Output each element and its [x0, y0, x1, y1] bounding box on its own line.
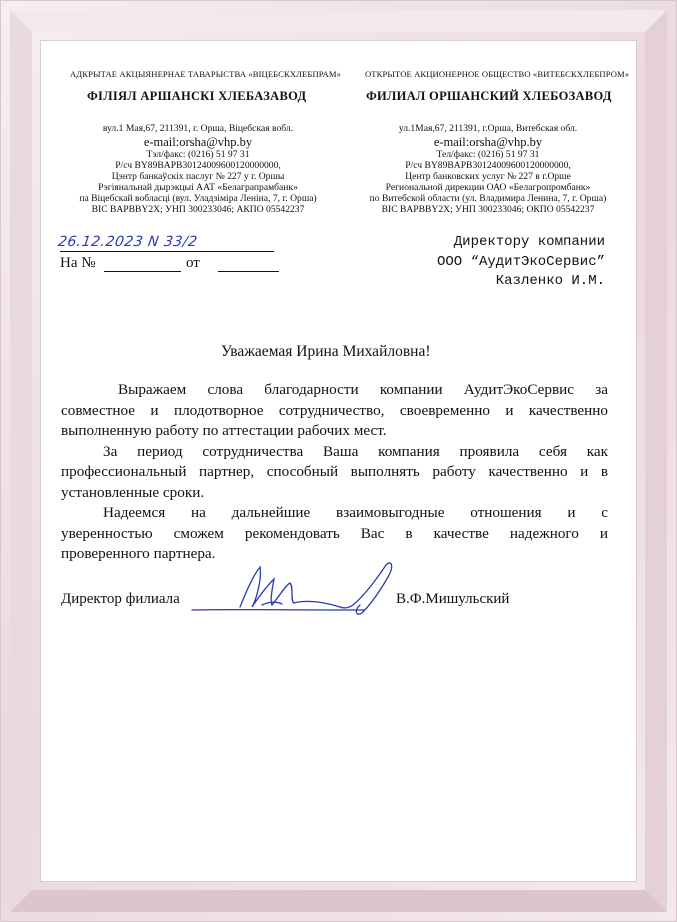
p1-line-3: выполненную работу по аттестации рабочих мест. — [61, 422, 387, 439]
p1-line-2: совместное и плодотворное сотрудничество, своевременно и качественно — [61, 401, 608, 419]
right-branch-title: ФИЛИАЛ ОРШАНСКИЙ ХЛЕБОЗАВОД — [366, 89, 612, 103]
p3-line-2: уверенностью сможем рекомендовать Вас в качестве надежного и — [61, 524, 608, 542]
p3-line-3: проверенного партнера. — [61, 545, 216, 562]
signature-name: В.Ф.Мишульский — [396, 591, 510, 607]
right-bank-3: по Витебской области (ул. Владимира Ленина, 7, г. Орша) — [369, 193, 607, 204]
left-phone: Тэл/факс: (0216) 51 97 31 — [146, 149, 250, 160]
right-codes: BIC BAPBBY2X; УНП 300233046; ОКПО 05542237 — [381, 204, 595, 215]
left-bank-3: па Віцебскай вобласці (вул. Уладзіміра Леніна, 7, г. Орша) — [79, 193, 317, 204]
p2-line-3: установленные сроки. — [61, 483, 205, 501]
addressee-block — [437, 233, 605, 292]
left-requisites — [62, 123, 334, 215]
handwritten-date-number: 26.12.2023 N 33/2 — [56, 234, 199, 250]
left-account: Р/сч BY89BAPB30124009600120000000, — [115, 160, 281, 171]
p2-line-1: За период сотрудничества Ваша компания проявила себя как — [103, 442, 608, 460]
right-requisites — [352, 123, 624, 215]
p2-line-2: профессиональный партнер, способный выполнять работу качественно и в — [61, 463, 608, 480]
right-email: e-mail:orsha@vhp.by — [433, 135, 543, 149]
p1-line-1: Выражаем слова благодарности компании АудитЭкоСервис за — [118, 381, 608, 398]
right-phone: Тел/факс: (0216) 51 97 31 — [436, 149, 540, 160]
left-codes: BIC BAPBBY2X; УНП 300233046; АКПО 05542237 — [91, 204, 305, 215]
left-email: e-mail:orsha@vhp.by — [143, 135, 253, 149]
right-org-name: ОТКРЫТОЕ АКЦИОНЕРНОЕ ОБЩЕСТВО «ВИТЕБСКХЛЕБПРОМ» — [365, 69, 630, 79]
addressee-line-1: Директору компании — [453, 234, 605, 250]
right-account: Р/сч BY89BAPB30124009600120000000, — [405, 160, 571, 171]
na-number-underline — [104, 271, 181, 272]
left-branch-title: ФІЛІЯЛ АРШАНСКІ ХЛЕБАЗАВОД — [87, 89, 307, 103]
left-org-name: АДКРЫТАЕ АКЦЫЯНЕРНАЕ ТАВАРЫСТВА «ВІЦЕБСКХЛЕБПРАМ» — [70, 69, 341, 79]
right-address: ул.1Мая,67, 211391, г.Орша, Витебская обл. — [398, 123, 578, 134]
outgoing-number-underline — [60, 251, 274, 252]
left-bank-2: Рэгіянальнай дырэкцыі ААТ «Белаграпрамбанк» — [98, 182, 298, 193]
signature-role: Директор филиала — [61, 591, 180, 607]
right-bank-1: Центр банковских услуг № 227 в г.Орше — [405, 171, 571, 182]
left-address: вул.1 Мая,67, 211391, г. Орша, Віцебская вобл. — [102, 123, 294, 134]
letter-body — [61, 380, 608, 565]
right-bank-2: Региональной дирекции ОАО «Белагропромбанк» — [385, 182, 591, 193]
addressee-line-3: Казленко И.М. — [495, 273, 605, 289]
left-bank-1: Цэнтр банкаўскіх паслуг № 227 у г. Оршы — [111, 171, 285, 182]
salutation: Уважаемая Ирина Михайловна! — [221, 343, 431, 360]
p3-line-1: Надеемся на дальнейшие взаимовыгодные отношения и с — [103, 504, 608, 521]
handwritten-signature — [190, 555, 410, 625]
na-label: На № — [60, 255, 96, 271]
addressee-line-2: ООО “АудитЭкоСервис” — [436, 253, 605, 270]
ot-date-underline — [218, 271, 279, 272]
ot-label: от — [186, 255, 200, 271]
